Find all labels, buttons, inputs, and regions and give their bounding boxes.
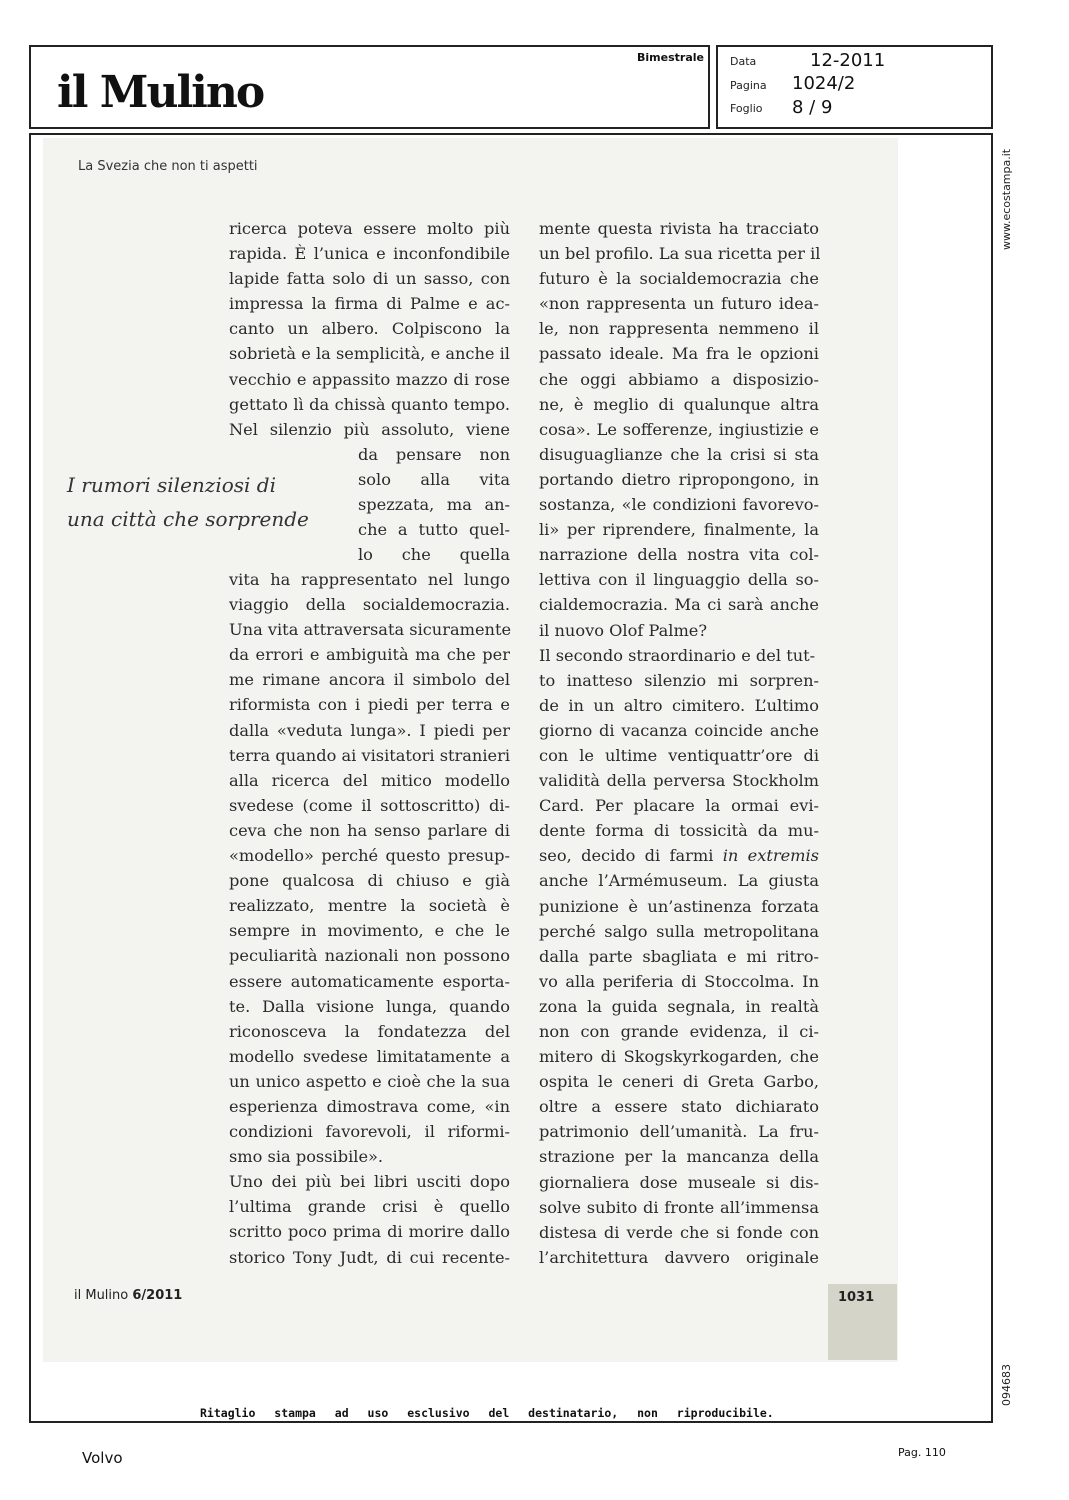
text-line: solve subito di fronte all’immensa xyxy=(539,1197,819,1217)
text-line: giornaliera dose museale si dis- xyxy=(539,1172,819,1192)
header-masthead-box xyxy=(29,45,710,129)
code-vertical: 094683 xyxy=(1000,1364,1013,1406)
text-line: Uno dei più bei libri usciti dopo xyxy=(229,1172,510,1192)
text-line: li» per riprendere, finalmente, la xyxy=(539,520,819,540)
text-line: impressa la firma di Palme e ac- xyxy=(229,294,510,314)
text-line: rapida. È l’unica e inconfondibile xyxy=(229,244,510,264)
text-line: sempre in movimento, e che le xyxy=(229,921,510,941)
page-number-box xyxy=(828,1284,897,1360)
footer-journal xyxy=(74,1288,182,1303)
text-line: cialdemocrazia. Ma ci sarà anche xyxy=(539,595,819,615)
text-line: strazione per la mancanza della xyxy=(539,1147,819,1167)
text-line: disuguaglianze che la crisi si sta xyxy=(539,444,819,464)
text-line: spezzata, ma an- xyxy=(358,495,510,515)
text-line: l’ultima grande crisi è quello xyxy=(229,1197,510,1217)
article-column-1-narrow xyxy=(358,442,510,567)
text-line: riconosceva la fondatezza del xyxy=(229,1021,510,1041)
text-line: solo alla vita xyxy=(358,470,510,490)
page-counter: Pag. 110 xyxy=(898,1446,946,1459)
text-line: un unico aspetto e cioè che la sua xyxy=(229,1071,510,1091)
foglio-value: 8 / 9 xyxy=(792,97,833,118)
text-line: sostanza, «le condizioni favorevo- xyxy=(539,495,819,515)
text-line: te. Dalla visione lunga, quando xyxy=(229,996,510,1016)
website-vertical: www.ecostampa.it xyxy=(1000,148,1013,250)
text-line: me rimane ancora il simbolo del xyxy=(229,670,510,690)
text-line: terra quando ai visitatori stranieri xyxy=(229,745,511,765)
running-head: La Svezia che non ti aspetti xyxy=(78,159,258,174)
text-line: to inatteso silenzio mi sorpren- xyxy=(539,670,819,690)
text-line: seo, decido di farmi in extremis xyxy=(539,846,819,866)
text-line: con le ultime ventiquattr’ore di xyxy=(539,745,819,765)
article-column-1-bottom xyxy=(229,567,510,1270)
text-line: ospita le ceneri di Greta Garbo, xyxy=(539,1072,819,1092)
text-line: sobrietà e la semplicità, e anche il xyxy=(229,344,510,364)
text-line: vo alla periferia di Stoccolma. In xyxy=(539,971,819,991)
text-line: dalla parte sbagliata e mi ritro- xyxy=(539,946,819,966)
text-line: condizioni favorevoli, il riformi- xyxy=(229,1122,510,1142)
footer-issue: 6/2011 xyxy=(132,1288,183,1303)
text-line: lapide fatta solo di un sasso, con xyxy=(229,269,510,289)
text-line: «non rappresenta un futuro idea- xyxy=(539,294,819,314)
text-line: modello svedese limitatamente a xyxy=(229,1046,510,1066)
text-line: l’architettura davvero originale xyxy=(539,1247,819,1267)
text-line: svedese (come il sottoscritto) di- xyxy=(229,795,510,815)
text-line: che a tutto quel- xyxy=(358,520,510,540)
text-line: da errori e ambiguità ma che per xyxy=(229,645,510,665)
text-line: Una vita attraversata sicuramente xyxy=(229,620,512,640)
text-line: che oggi abbiamo a disposizio- xyxy=(539,369,819,389)
text-line: zona la guida segnala, in realtà xyxy=(539,996,819,1016)
text-line: ceva che non ha senso parlare di xyxy=(229,820,510,840)
text-line: de in un altro cimitero. L’ultimo xyxy=(539,695,819,715)
pull-quote-line: I rumori silenziosi di xyxy=(67,473,276,497)
text-line: storico Tony Judt, di cui recente- xyxy=(229,1247,510,1267)
text-line: non con grande evidenza, il ci- xyxy=(539,1022,819,1041)
text-line: peculiarità nazionali non possono xyxy=(229,946,510,966)
footer-journal-name: il Mulino xyxy=(74,1288,129,1303)
text-line: mente questa rivista ha tracciato xyxy=(539,219,819,238)
text-line: esperienza dimostrava come, «in xyxy=(229,1096,510,1116)
text-line: scritto poco prima di morire dallo xyxy=(229,1222,510,1242)
text-line: gettato lì da chissà quanto tempo. xyxy=(229,394,510,414)
text-line: cosa». Le sofferenze, ingiustizie e xyxy=(539,419,819,439)
text-line: realizzato, mentre la società è xyxy=(229,896,510,916)
text-line: lettiva con il linguaggio della so- xyxy=(539,570,819,590)
data-label: Data xyxy=(730,55,757,68)
text-line: riformista con i piedi per terra e xyxy=(229,695,510,715)
text-line: le, non rappresenta nemmeno il xyxy=(539,319,819,339)
text-line: passato ideale. Ma fra le opzioni xyxy=(539,344,819,364)
text-line: «modello» perché questo presup- xyxy=(229,846,510,866)
disclaimer: Ritaglio stampa ad uso esclusivo del destinatario, non riproducibile. xyxy=(200,1406,774,1420)
text-line: distesa di verde che si fonde con xyxy=(539,1222,819,1242)
pull-quote-line: una città che sorprende xyxy=(67,507,309,531)
text-line: patrimonio dell’umanità. La fru- xyxy=(539,1122,819,1142)
text-line: portando dietro ripropongono, in xyxy=(539,469,819,489)
text-line: essere automaticamente esporta- xyxy=(229,971,510,991)
text-line: Il secondo straordinario e del tut- xyxy=(539,645,816,665)
text-line: alla ricerca del mitico modello xyxy=(229,770,510,790)
client-name: Volvo xyxy=(82,1449,123,1467)
text-line: un bel profilo. La sua ricetta per il xyxy=(539,244,821,264)
text-line: il nuovo Olof Palme? xyxy=(539,620,708,640)
pull-quote xyxy=(67,468,309,536)
text-line: dalla «veduta lunga». I piedi per xyxy=(229,720,510,740)
text-line: ricerca poteva essere molto più xyxy=(229,219,510,238)
pagina-value: 1024/2 xyxy=(792,73,856,94)
data-value: 12-2011 xyxy=(810,50,886,71)
text-line: narrazione della nostra vita col- xyxy=(539,545,819,565)
text-line: viaggio della socialdemocrazia. xyxy=(229,595,510,615)
text-line: Card. Per placare la ormai evi- xyxy=(539,796,819,816)
text-line: smo sia possibile». xyxy=(229,1147,384,1167)
text-line: anche l’Armémuseum. La giusta xyxy=(539,871,819,891)
text-line: mitero di Skogskyrkogarden, che xyxy=(539,1047,819,1067)
page-number: 1031 xyxy=(838,1290,875,1305)
text-line: giorno di vacanza coincide anche xyxy=(539,720,819,740)
text-line: canto un albero. Colpiscono la xyxy=(229,319,510,339)
foglio-label: Foglio xyxy=(730,102,763,115)
text-line: punizione è un’astinenza forzata xyxy=(539,896,819,916)
text-line: perché salgo sulla metropolitana xyxy=(539,921,819,941)
text-line: ne, è meglio di qualunque altra xyxy=(539,394,819,414)
text-line: vita ha rappresentato nel lungo xyxy=(229,570,510,589)
article-column-2 xyxy=(539,216,819,1270)
text-line: futuro è la socialdemocrazia che xyxy=(539,269,819,289)
text-line: vecchio e appassito mazzo di rose xyxy=(229,369,510,389)
text-line: Nel silenzio più assoluto, viene xyxy=(229,419,510,439)
header-meta-box xyxy=(716,45,993,129)
text-line: validità della perversa Stockholm xyxy=(539,771,819,791)
text-line: lo che quella xyxy=(358,545,510,565)
frequency-label: Bimestrale xyxy=(637,51,704,64)
text-line: pone qualcosa di chiuso e già xyxy=(229,871,510,891)
pagina-label: Pagina xyxy=(730,79,767,92)
text-line: da pensare non xyxy=(358,445,510,464)
text-line: oltre a essere stato dichiarato xyxy=(539,1097,819,1117)
article-column-1-top xyxy=(229,216,510,442)
masthead-logo: il Mulino xyxy=(57,67,264,118)
text-line: dente forma di tossicità da mu- xyxy=(539,821,819,841)
